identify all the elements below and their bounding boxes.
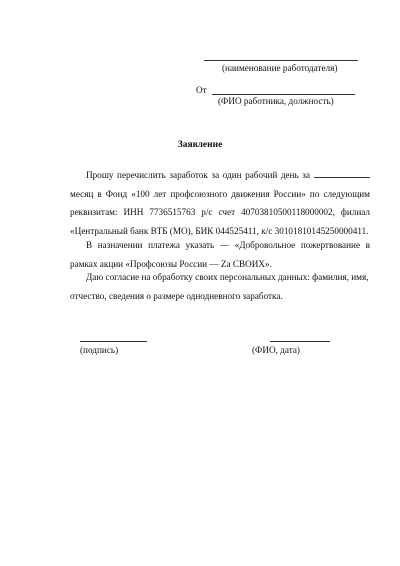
employer-caption: (наименование работодателя) [222,63,338,73]
payment-purpose-paragraph: В назначении платежа указать — «Добровольное пожертвование в рамках акции «Профсоюзы России — Zа СВОИХ». [70,240,370,269]
document-title: Заявление [177,140,223,150]
request-text-start: Прошу перечислить заработок за один рабочий день за [86,170,310,180]
name-date-caption: (ФИО, дата) [252,345,300,355]
employee-name-line [212,94,355,95]
request-text-rest: месяц в Фонд «100 лет профсоюзного движения России» по следующим реквизитам: ИНН 7736515763 р/с счет 40703810500118000002, филиал «Центральный банк ВТБ (МО), БИК 044525411, к/с 30101810145250000411. [70,188,370,236]
month-blank-line [314,168,370,178]
request-paragraph [70,166,370,240]
signature-caption: (подпись) [80,345,119,355]
employer-name-line [204,60,358,61]
signature-line [80,341,147,342]
from-label: От [196,85,207,95]
employee-caption: (ФИО работника, должность) [218,96,334,106]
consent-paragraph: Даю согласие на обработку своих персональных данных: фамилия, имя, отчество, сведения о размере однодневного заработка. [70,272,369,301]
name-date-line [270,341,330,342]
